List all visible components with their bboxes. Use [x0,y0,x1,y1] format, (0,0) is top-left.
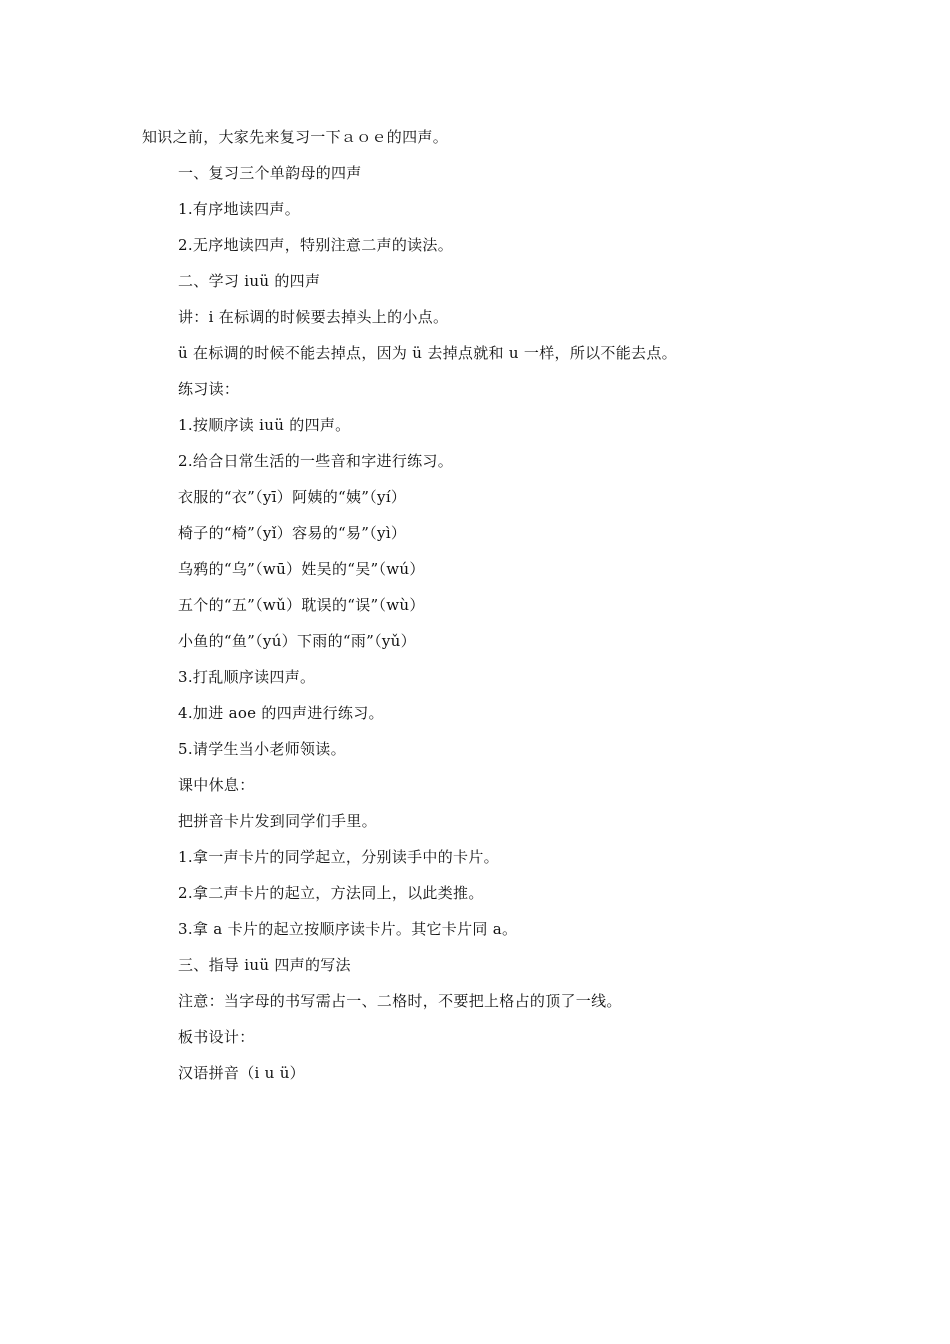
review-step-2: 2.无序地读四声，特别注意二声的读法。 [178,236,454,254]
writing-note: 注意：当字母的书写需占一、二格时，不要把上格占的顶了一线。 [178,992,622,1010]
practice-step-3: 3.打乱顺序读四声。 [178,668,316,686]
break-step-3: 3.拿 a 卡片的起立按顺序读卡片。其它卡片同 a。 [178,920,518,938]
section-heading-writing: 三、指导 iuü 四声的写法 [178,956,351,974]
break-heading: 课中休息： [178,776,255,794]
example-line-wu3: 五个的“五”（wǔ）耽误的“误”（wù） [178,596,425,614]
example-line-wu1: 乌鸦的“乌”（wū）姓吴的“吴”（wú） [178,560,425,578]
practice-step-1: 1.按顺序读 iuü 的四声。 [178,416,351,434]
break-intro: 把拼音卡片发到同学们手里。 [178,812,377,830]
board-design-title: 汉语拼音（i u ü） [178,1064,305,1082]
break-step-2: 2.拿二声卡片的起立，方法同上，以此类推。 [178,884,484,902]
practice-step-2: 2.给合日常生活的一些音和字进行练习。 [178,452,454,470]
board-design-heading: 板书设计： [178,1028,255,1046]
section-heading-learn: 二、学习 iuü 的四声 [178,272,321,290]
example-line-yu2: 小鱼的“鱼”（yú）下雨的“雨”（yǔ） [178,632,416,650]
intro-line: 知识之前，大家先来复习一下ａｏｅ的四声。 [142,128,449,146]
example-line-yi1: 衣服的“衣”（yī）阿姨的“姨”（yí） [178,488,407,506]
example-line-yi3: 椅子的“椅”（yǐ）容易的“易”（yì） [178,524,407,542]
review-step-1: 1.有序地读四声。 [178,200,301,218]
practice-step-4: 4.加进 aoe 的四声进行练习。 [178,704,384,722]
explain-i-line: 讲：i 在标调的时候要去掉头上的小点。 [178,308,449,326]
practice-heading: 练习读： [178,380,240,398]
practice-step-5: 5.请学生当小老师领读。 [178,740,346,758]
section-heading-review: 一、复习三个单韵母的四声 [178,164,362,182]
explain-u-line: ü 在标调的时候不能去掉点，因为 ü 去掉点就和 u 一样，所以不能去点。 [178,344,677,362]
break-step-1: 1.拿一声卡片的同学起立，分别读手中的卡片。 [178,848,499,866]
